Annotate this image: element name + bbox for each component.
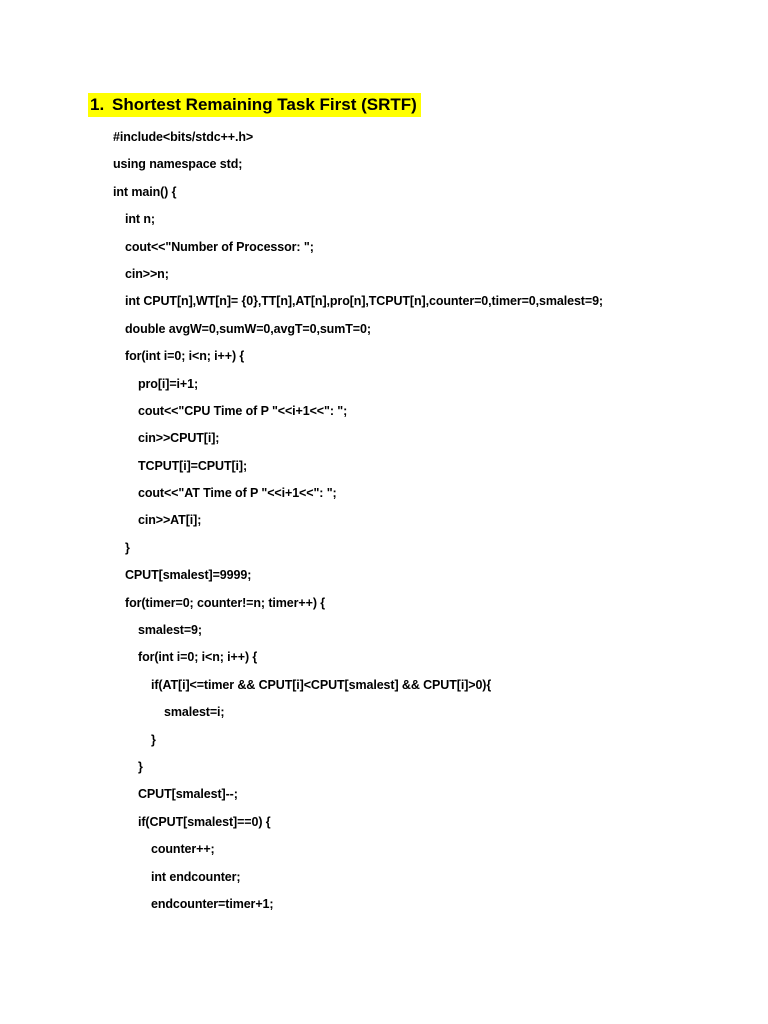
code-block — [0, 124, 768, 918]
code-line: CPUT[smalest]=9999; — [125, 568, 252, 583]
code-line: } — [151, 732, 156, 747]
code-line: for(timer=0; counter!=n; timer++) { — [125, 595, 326, 610]
code-line: endcounter=timer+1; — [151, 896, 274, 911]
code-line: smalest=i; — [164, 705, 225, 720]
code-line: if(AT[i]<=timer && CPUT[i]<CPUT[smalest] && CPUT[i]>0){ — [151, 677, 492, 692]
section-heading — [88, 93, 421, 117]
code-line: smalest=9; — [138, 623, 202, 638]
code-line: if(CPUT[smalest]==0) { — [138, 814, 271, 829]
code-line: cin>>AT[i]; — [138, 513, 202, 528]
code-line: cin>>n; — [125, 266, 169, 281]
code-line: cin>>CPUT[i]; — [138, 431, 220, 446]
code-line: int main() { — [113, 184, 177, 199]
code-line: cout<<"Number of Processor: "; — [125, 239, 314, 254]
code-line: #include<bits/stdc++.h> — [113, 130, 254, 144]
code-line: int endcounter; — [151, 869, 241, 884]
code-line: cout<<"AT Time of P "<<i+1<<": "; — [138, 486, 337, 501]
section-title: Shortest Remaining Task First (SRTF) — [112, 95, 417, 114]
code-line: TCPUT[i]=CPUT[i]; — [138, 458, 248, 473]
code-line: pro[i]=i+1; — [138, 376, 199, 391]
code-line: int CPUT[n],WT[n]= {0},TT[n],AT[n],pro[n],TCPUT[n],counter=0,timer=0,smalest=9; — [125, 294, 603, 309]
section-number: 1. — [90, 95, 105, 114]
code-line: double avgW=0,sumW=0,avgT=0,sumT=0; — [125, 321, 371, 336]
code-line: counter++; — [151, 842, 215, 857]
code-line: CPUT[smalest]--; — [138, 787, 238, 802]
code-line: } — [125, 540, 130, 555]
code-line: for(int i=0; i<n; i++) { — [138, 650, 258, 665]
code-line: int n; — [125, 212, 155, 227]
code-line: cout<<"CPU Time of P "<<i+1<<": "; — [138, 403, 348, 418]
code-line: } — [138, 759, 143, 774]
code-line: for(int i=0; i<n; i++) { — [125, 349, 245, 364]
code-line: using namespace std; — [113, 157, 243, 172]
